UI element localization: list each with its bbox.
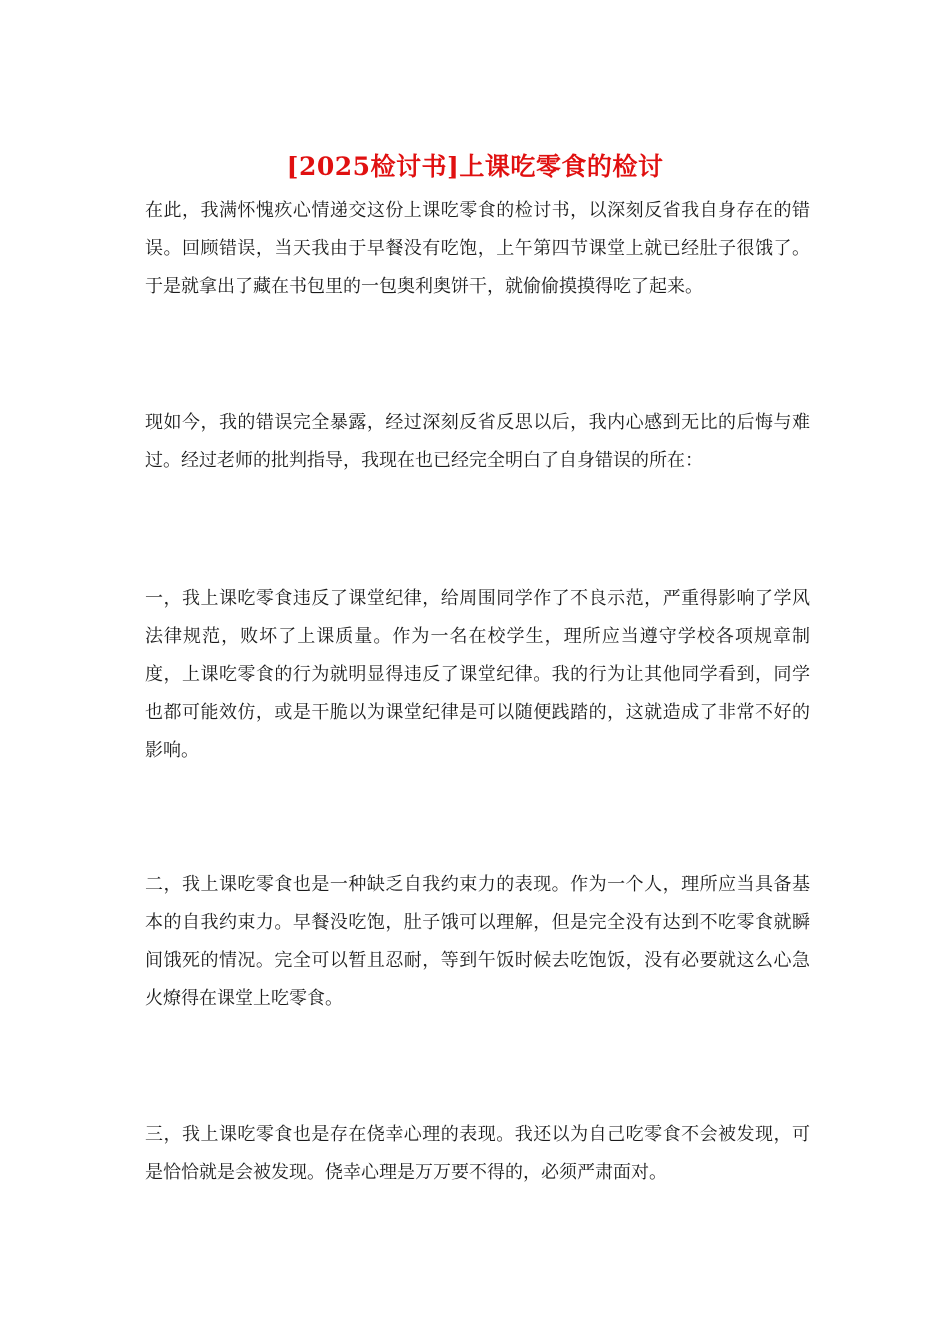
paragraph-point-one: 一，我上课吃零食违反了课堂纪律，给周围同学作了不良示范，严重得影响了学风法律规范，败坏了上课质量。作为一名在校学生，理所应当遵守学校各项规章制度，上课吃零食的行为就明显得违反了课堂纪律。我的行为让其他同学看到，同学也都可能效仿，或是干脆以为课堂纪律是可以随便践踏的，这就造成了非常不好的影响。 (145, 588, 810, 761)
document-title: [2025检讨书]上课吃零食的检讨 (286, 152, 664, 181)
paragraph-reflection: 现如今，我的错误完全暴露，经过深刻反省反思以后，我内心感到无比的后悔与难过。经过老师的批判指导，我现在也已经完全明白了自身错误的所在： (145, 412, 810, 471)
paragraph-intro: 在此，我满怀愧疚心情递交这份上课吃零食的检讨书，以深刻反省我自身存在的错误。回顾错误，当天我由于早餐没有吃饱，上午第四节课堂上就已经肚子很饿了。于是就拿出了藏在书包里的一包奥利奥饼干，就偷偷摸摸得吃了起来。 (145, 200, 810, 297)
paragraph-point-two: 二，我上课吃零食也是一种缺乏自我约束力的表现。作为一个人，理所应当具备基本的自我约束力。早餐没吃饱，肚子饿可以理解，但是完全没有达到不吃零食就瞬间饿死的情况。完全可以暂且忍耐，等到午饭时候去吃饱饭，没有必要就这么心急火燎得在课堂上吃零食。 (145, 874, 810, 1009)
paragraph-point-three: 三，我上课吃零食也是存在侥幸心理的表现。我还以为自己吃零食不会被发现，可是恰恰就是会被发现。侥幸心理是万万要不得的，必须严肃面对。 (145, 1124, 810, 1183)
